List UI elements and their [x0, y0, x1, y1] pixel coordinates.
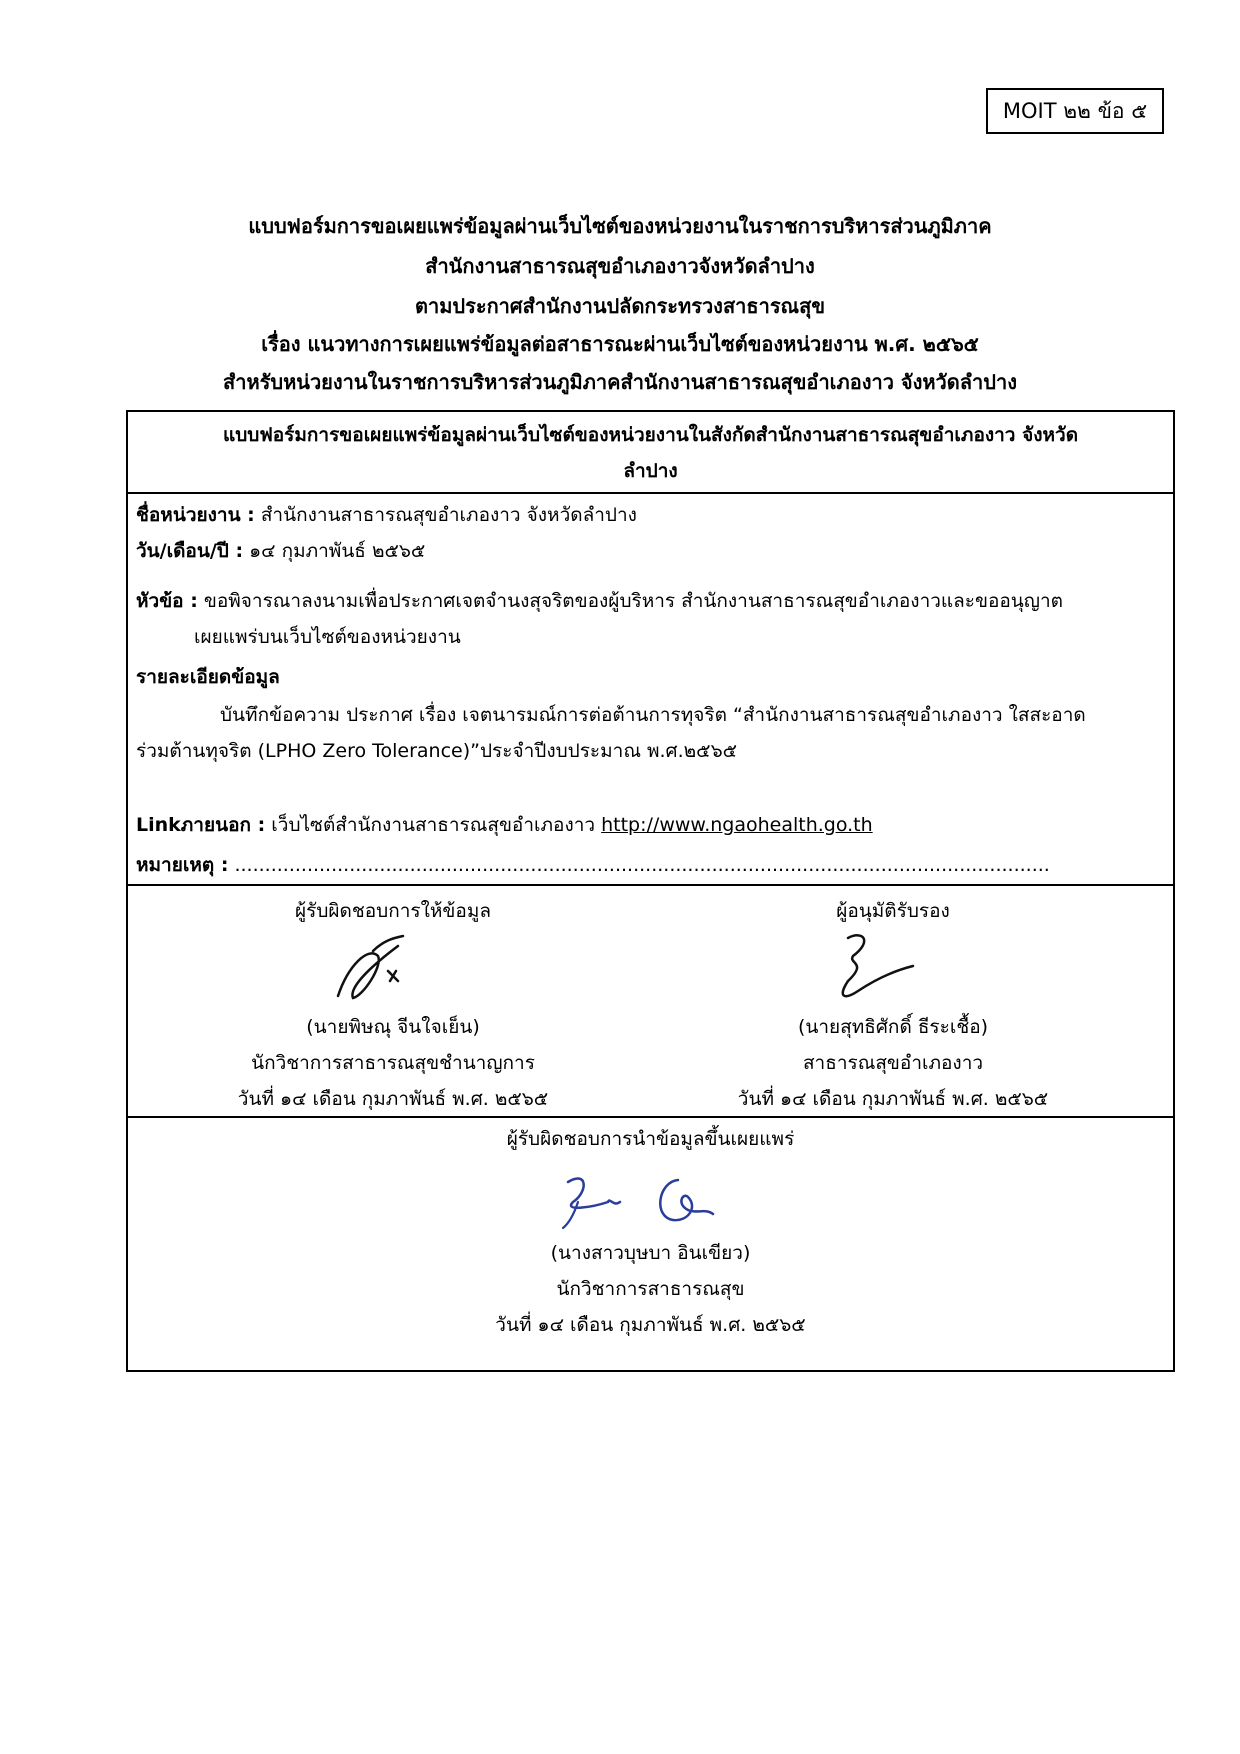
unit-label: ชื่อหน่วยงาน : — [136, 504, 255, 526]
detail-label: รายละเอียดข้อมูล — [136, 666, 280, 688]
provider-role: ผู้รับผิดชอบการให้ข้อมูล — [295, 900, 491, 922]
date-label: วัน/เดือน/ปี : — [136, 540, 244, 562]
approver-date: วันที่ ๑๔ เดือน กุมภาพันธ์ พ.ศ. ๒๕๖๕ — [737, 1088, 1049, 1110]
form-title-line-2: ลำปาง — [623, 460, 678, 482]
note-label: หมายเหตุ : — [136, 854, 229, 876]
provider-date: วันที่ ๑๔ เดือน กุมภาพันธ์ พ.ศ. ๒๕๖๕ — [237, 1088, 549, 1110]
heading-line-5: สำหรับหน่วยงานในราชการบริหารส่วนภูมิภาคสำนักงานสาธารณสุขอำเภองาว จังหวัดลำปาง — [223, 370, 1017, 394]
subject-label: หัวข้อ : — [136, 590, 198, 612]
divider-title — [128, 492, 1173, 494]
provider-position: นักวิชาการสาธารณสุขชำนาญการ — [251, 1052, 535, 1074]
heading-line-3: ตามประกาศสำนักงานปลัดกระทรวงสาธารณสุข — [414, 294, 825, 318]
unit-row — [136, 500, 637, 530]
publisher-date: วันที่ ๑๔ เดือน กุมภาพันธ์ พ.ศ. ๒๕๖๕ — [495, 1314, 806, 1336]
provider-signature-icon — [328, 926, 418, 1006]
date-value: ๑๔ กุมภาพันธ์ ๒๕๖๕ — [249, 540, 426, 562]
approver-position: สาธารณสุขอำเภองาว — [802, 1052, 984, 1074]
document-code-badge: MOIT ๒๒ ข้อ ๕ — [986, 88, 1164, 134]
detail-line-2: ร่วมต้านทุจริต (LPHO Zero Tolerance)”ประจำปีงบประมาณ พ.ศ.๒๕๖๕ — [136, 740, 738, 762]
subject-line-1: ขอพิจารณาลงนามเพื่อประกาศเจตจำนงสุจริตของผู้บริหาร สำนักงานสาธารณสุขอำเภองาวและขออนุญาต — [203, 590, 1063, 612]
heading-line-4: เรื่อง แนวทางการเผยแพร่ข้อมูลต่อสาธารณะผ่านเว็บไซต์ของหน่วยงาน พ.ศ. ๒๕๖๕ — [261, 332, 979, 356]
subject-line-2: เผยแพร่บนเว็บไซต์ของหน่วยงาน — [194, 626, 461, 648]
note-dots: ....................................................................................................................................... — [234, 854, 1050, 876]
heading-line-2: สำนักงานสาธารณสุขอำเภองาวจังหวัดลำปาง — [425, 254, 815, 278]
divider-publisher — [128, 1116, 1173, 1118]
link-row — [136, 810, 873, 840]
date-row — [136, 536, 425, 566]
heading-line-1: แบบฟอร์มการขอเผยแพร่ข้อมูลผ่านเว็บไซต์ของหน่วยงานในราชการบริหารส่วนภูมิภาค — [248, 214, 992, 238]
note-row — [136, 850, 1050, 880]
form-title-line-1: แบบฟอร์มการขอเผยแพร่ข้อมูลผ่านเว็บไซต์ของหน่วยงานในสังกัดสำนักงานสาธารณสุขอำเภองาว จังหวัด — [222, 424, 1079, 446]
approver-signature-icon — [818, 926, 918, 1006]
publisher-position: นักวิชาการสาธารณสุข — [556, 1278, 745, 1300]
approver-role: ผู้อนุมัติรับรอง — [836, 900, 950, 922]
detail-line-1: บันทึกข้อความ ประกาศ เรื่อง เจตนารมณ์การต่อต้านการทุจริต “สำนักงานสาธารณสุขอำเภองาว ใสสะอาด — [220, 704, 1086, 726]
subject-row — [136, 586, 1063, 616]
divider-signatures — [128, 884, 1173, 886]
publisher-role: ผู้รับผิดชอบการนำข้อมูลขึ้นเผยแพร่ — [506, 1128, 795, 1150]
publisher-signature-icon — [548, 1162, 748, 1232]
publication-request-form — [126, 410, 1175, 1372]
provider-name: (นายพิษณุ จีนใจเย็น) — [306, 1016, 480, 1038]
website-link[interactable]: http://www.ngaohealth.go.th — [601, 814, 873, 836]
unit-value: สำนักงานสาธารณสุขอำเภองาว จังหวัดลำปาง — [260, 504, 637, 526]
publisher-name: (นางสาวบุษบา อินเขียว) — [550, 1242, 751, 1264]
approver-name: (นายสุทธิศักดิ์ ธีระเชื้อ) — [797, 1016, 989, 1038]
link-label: Linkภายนอก : — [136, 814, 266, 836]
link-description: เว็บไซต์สำนักงานสาธารณสุขอำเภองาว — [271, 814, 596, 836]
